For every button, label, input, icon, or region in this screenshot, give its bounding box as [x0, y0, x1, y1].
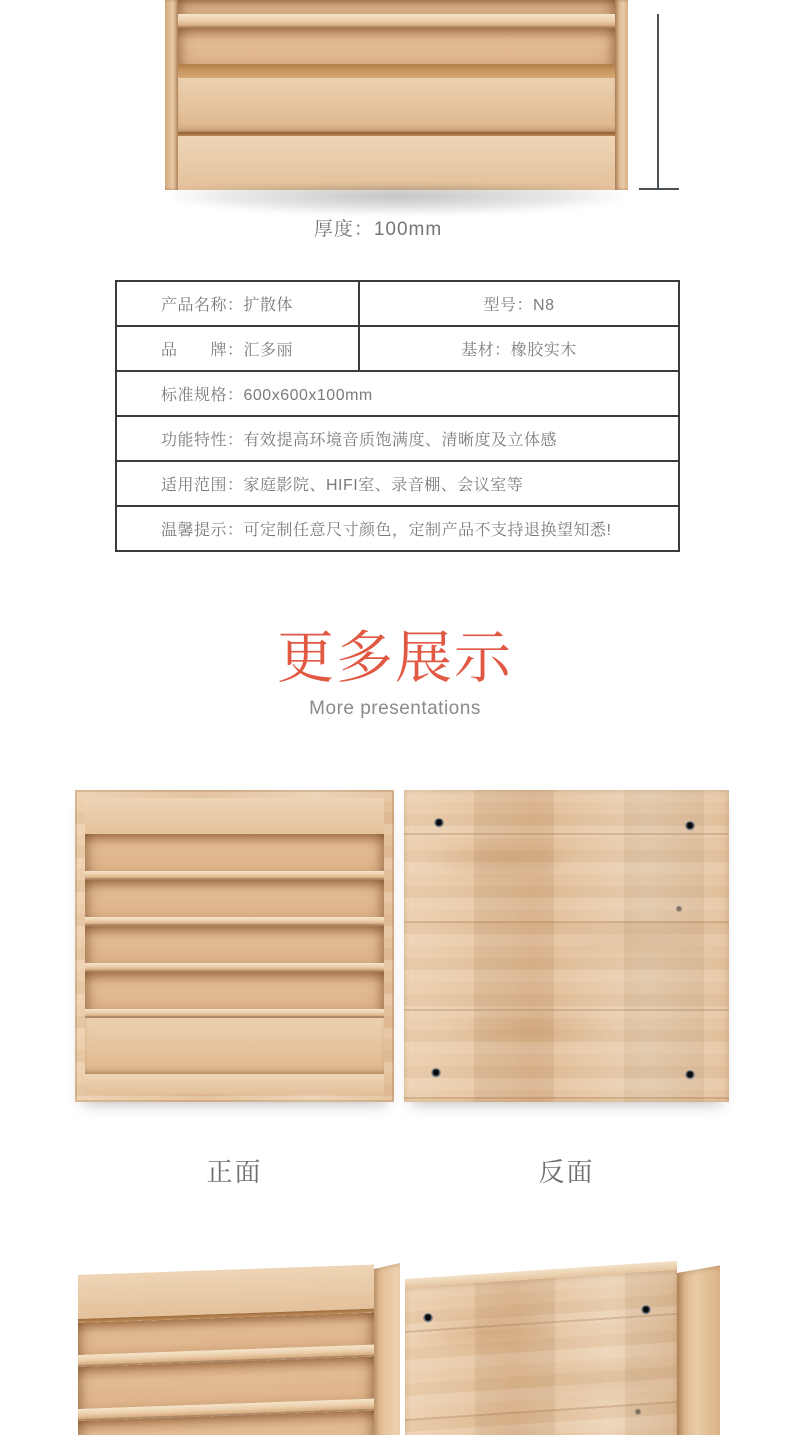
screw [431, 1068, 441, 1078]
back-view-label: 反面 [538, 1157, 595, 1187]
spec-cell-features: 功能特性：有效提高环境音质饱满度、清晰度及立体感 [116, 416, 679, 461]
photo-front-angled [45, 1247, 400, 1435]
hero-photo-bands [178, 0, 615, 190]
screw [685, 1070, 695, 1080]
screw [434, 818, 444, 828]
screw [685, 821, 695, 831]
screw [635, 1409, 642, 1416]
angled-side-face [374, 1259, 400, 1435]
spec-cell-brand: 品 牌：汇多丽 [116, 326, 359, 371]
spec-cell-usage: 适用范围：家庭影院、HIFI室、录音棚、会议室等 [116, 461, 679, 506]
angled-front-face [78, 1265, 374, 1435]
hero-frame-left [165, 0, 178, 190]
angled-side-face [677, 1265, 720, 1435]
spec-row [116, 416, 679, 461]
hero-product-photo [165, 0, 628, 190]
spec-cell-material: 基材：橡胶实木 [359, 326, 679, 371]
section-title: 更多展示 [277, 626, 513, 690]
spec-table [115, 280, 680, 552]
screw [676, 906, 683, 913]
front-view-bands [85, 798, 384, 1094]
photo-back-view [404, 790, 729, 1102]
section-subtitle: More presentations [309, 698, 481, 719]
screw [641, 1305, 651, 1315]
spec-row [116, 371, 679, 416]
front-view-label: 正面 [206, 1157, 263, 1187]
spec-cell-model: 型号：N8 [359, 281, 679, 326]
thickness-measure-line [657, 14, 659, 190]
thickness-caption: 厚度：100mm [313, 219, 443, 240]
spec-row [116, 281, 679, 326]
spec-cell-notice: 温馨提示：可定制任意尺寸颜色，定制产品不支持退换望知悉! [116, 506, 679, 551]
spec-cell-size: 标准规格：600x600x100mm [116, 371, 679, 416]
spec-cell-product-name: 产品名称：扩散体 [116, 281, 359, 326]
hero-frame-right [615, 0, 628, 190]
screw [423, 1313, 433, 1323]
photo-back-angled [405, 1247, 760, 1435]
spec-row [116, 506, 679, 551]
thickness-measure-tick [639, 188, 679, 190]
spec-row [116, 461, 679, 506]
spec-row [116, 326, 679, 371]
photo-front-view [75, 790, 394, 1102]
hero-photo-shadow [172, 186, 622, 214]
